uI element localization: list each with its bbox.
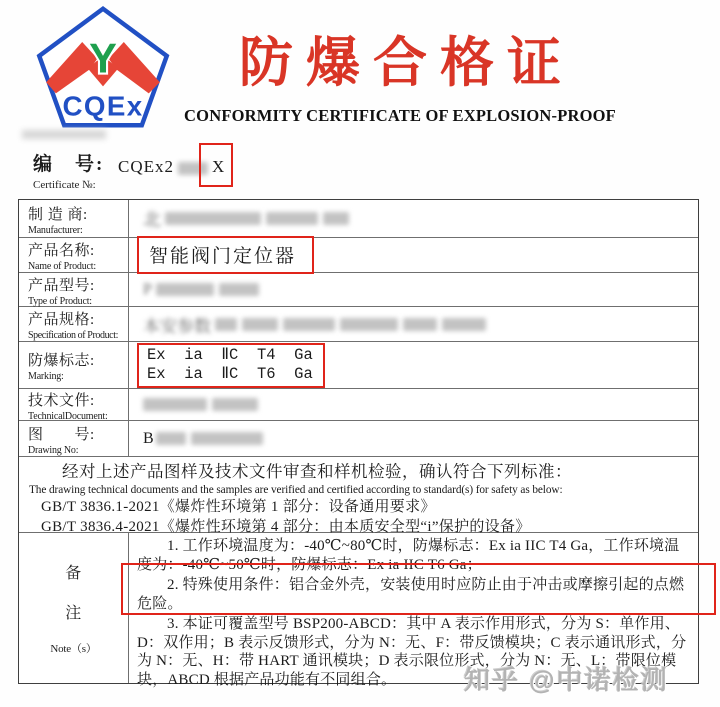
field-label-cn: 制 造 商: xyxy=(28,206,88,223)
certificate-no-prefix: CQEx2 xyxy=(118,157,174,176)
certificate-no-label-cn: 编 号: xyxy=(33,154,105,175)
redacted-block xyxy=(323,212,349,225)
field-label-en: Drawing No: xyxy=(28,444,79,456)
field-value xyxy=(129,307,698,341)
annotation-box-cert-suffix xyxy=(199,143,233,187)
field-label-cn: 防爆标志: xyxy=(28,353,95,369)
redacted-block xyxy=(156,432,186,445)
redacted-block xyxy=(212,398,258,411)
field-label-en: Type of Product: xyxy=(28,295,92,307)
redacted-fragment: P xyxy=(143,280,152,298)
standards-statement-en: The drawing technical documents and the samples are verified and certified according to standard(s) for safety as below: xyxy=(29,484,563,496)
annotation-box-marking xyxy=(137,343,325,388)
redacted-fragment: 北 xyxy=(143,209,161,230)
annotation-box-product-name: 智能阀门定位器 xyxy=(137,236,314,274)
field-value xyxy=(129,273,698,306)
field-label xyxy=(19,307,129,341)
field-label-cn: 产品名称: xyxy=(28,243,95,259)
field-label-cn: 产品规格: xyxy=(28,312,95,328)
redacted-block xyxy=(143,398,207,411)
certificate-no-suffix: X xyxy=(212,157,226,176)
standard-item: GB/T 3836.1-2021《爆炸性环境第 1 部分：设备通用要求》 xyxy=(41,499,436,515)
note-item-1: 1. 工作环境温度为：-40℃~80℃时，防爆标志：Ex ia IIC T4 Ga，工作环境温度为：-40℃~50℃时，防爆标志：Ex ia IIC T6 Ga； xyxy=(137,538,680,573)
standards-statement-cn: 经对上述产品图样及技术文件审查和样机检验，确认符合下列标准： xyxy=(62,462,572,481)
page-subtitle: CONFORMITY CERTIFICATE OF EXPLOSION-PROOF xyxy=(184,106,616,125)
redacted-block xyxy=(403,318,437,331)
redacted-block xyxy=(242,318,278,331)
redacted-block xyxy=(442,318,486,331)
field-label-en: Name of Product: xyxy=(28,261,96,272)
header-titles xyxy=(178,20,622,126)
standard-item: GB/T 3836.4-2021《爆炸性环境第 4 部分：由本质安全型“i”保护的设备》 xyxy=(41,518,531,535)
field-row-technical-document xyxy=(19,388,698,420)
note-item-3: 3. 本证可覆盖型号 BSP200-ABCD：其中 A 表示作用形式，分为 S：单作用、D：双作用；B 表示反馈形式，分为 N：无、F：带反馈模块；C 表示通讯形式，分为 N：无、H：带 HART 通讯模块；D 表示限位形式，分为 N：无、L：带限位模块，ABCD 根据产品功能有不同组合。 xyxy=(137,616,687,688)
field-value xyxy=(129,389,698,420)
notes-label-cn-1: 备 xyxy=(65,564,82,582)
redacted-fragment: 本安参数 xyxy=(143,316,211,336)
notes-label xyxy=(19,533,129,683)
field-label xyxy=(19,342,129,388)
field-label xyxy=(19,273,129,306)
field-row-marking xyxy=(19,341,698,388)
field-row-drawing-no xyxy=(19,420,698,456)
drawing-no-fragment: B xyxy=(143,429,154,447)
redacted-block xyxy=(165,212,261,225)
redacted-block xyxy=(156,283,214,296)
redacted-block xyxy=(219,283,259,296)
certificate-no-label xyxy=(33,149,104,191)
field-value xyxy=(129,421,698,456)
redacted-block xyxy=(340,318,398,331)
certificate-no-label-en: Certificate №: xyxy=(33,179,96,191)
notes-label-cn-2: 注 xyxy=(65,604,82,622)
watermark: 知乎 @中诺检测 xyxy=(464,665,669,695)
field-value xyxy=(129,238,698,272)
field-value xyxy=(129,200,698,237)
marking-line-2: Ex ia ⅡC T6 Ga xyxy=(147,364,313,383)
redacted-block xyxy=(283,318,335,331)
redacted-block xyxy=(266,212,318,225)
cqex-logo-icon xyxy=(28,6,178,128)
redacted-smudge xyxy=(22,130,106,139)
field-label xyxy=(19,421,129,456)
field-row-product-type xyxy=(19,272,698,306)
field-value xyxy=(129,342,698,388)
field-label-cn: 图 号: xyxy=(28,426,95,443)
notes-label-en: Note（s） xyxy=(50,643,97,656)
redacted-block xyxy=(191,432,263,445)
field-label-cn: 产品型号: xyxy=(28,277,95,294)
field-row-product-spec xyxy=(19,306,698,341)
field-row-product-name xyxy=(19,237,698,272)
field-label xyxy=(19,200,129,237)
logo-wordmark: CQEx xyxy=(62,90,144,122)
certificate-table xyxy=(18,199,699,688)
redacted-block xyxy=(215,318,237,331)
field-label-en: Marking: xyxy=(28,371,64,382)
field-label-en: Specification of Product: xyxy=(28,330,118,341)
field-label-en: Manufacturer: xyxy=(28,224,83,236)
logo-y-glyph: Y xyxy=(89,34,117,82)
page-title: 防爆合格证 xyxy=(239,33,574,93)
field-label xyxy=(19,389,129,420)
field-label-en: TechnicalDocument: xyxy=(28,410,108,422)
standards-row xyxy=(19,456,698,535)
marking-line-1: Ex ia ⅡC T4 Ga xyxy=(147,345,313,364)
field-label xyxy=(19,238,129,272)
standards-cell xyxy=(19,457,698,535)
field-row-manufacturer xyxy=(19,200,698,237)
field-label-cn: 技术文件: xyxy=(28,392,95,409)
note-item-2: 2. 特殊使用条件：铝合金外壳，安装使用时应防止由于冲击或摩擦引起的点燃危险。 xyxy=(137,577,685,612)
